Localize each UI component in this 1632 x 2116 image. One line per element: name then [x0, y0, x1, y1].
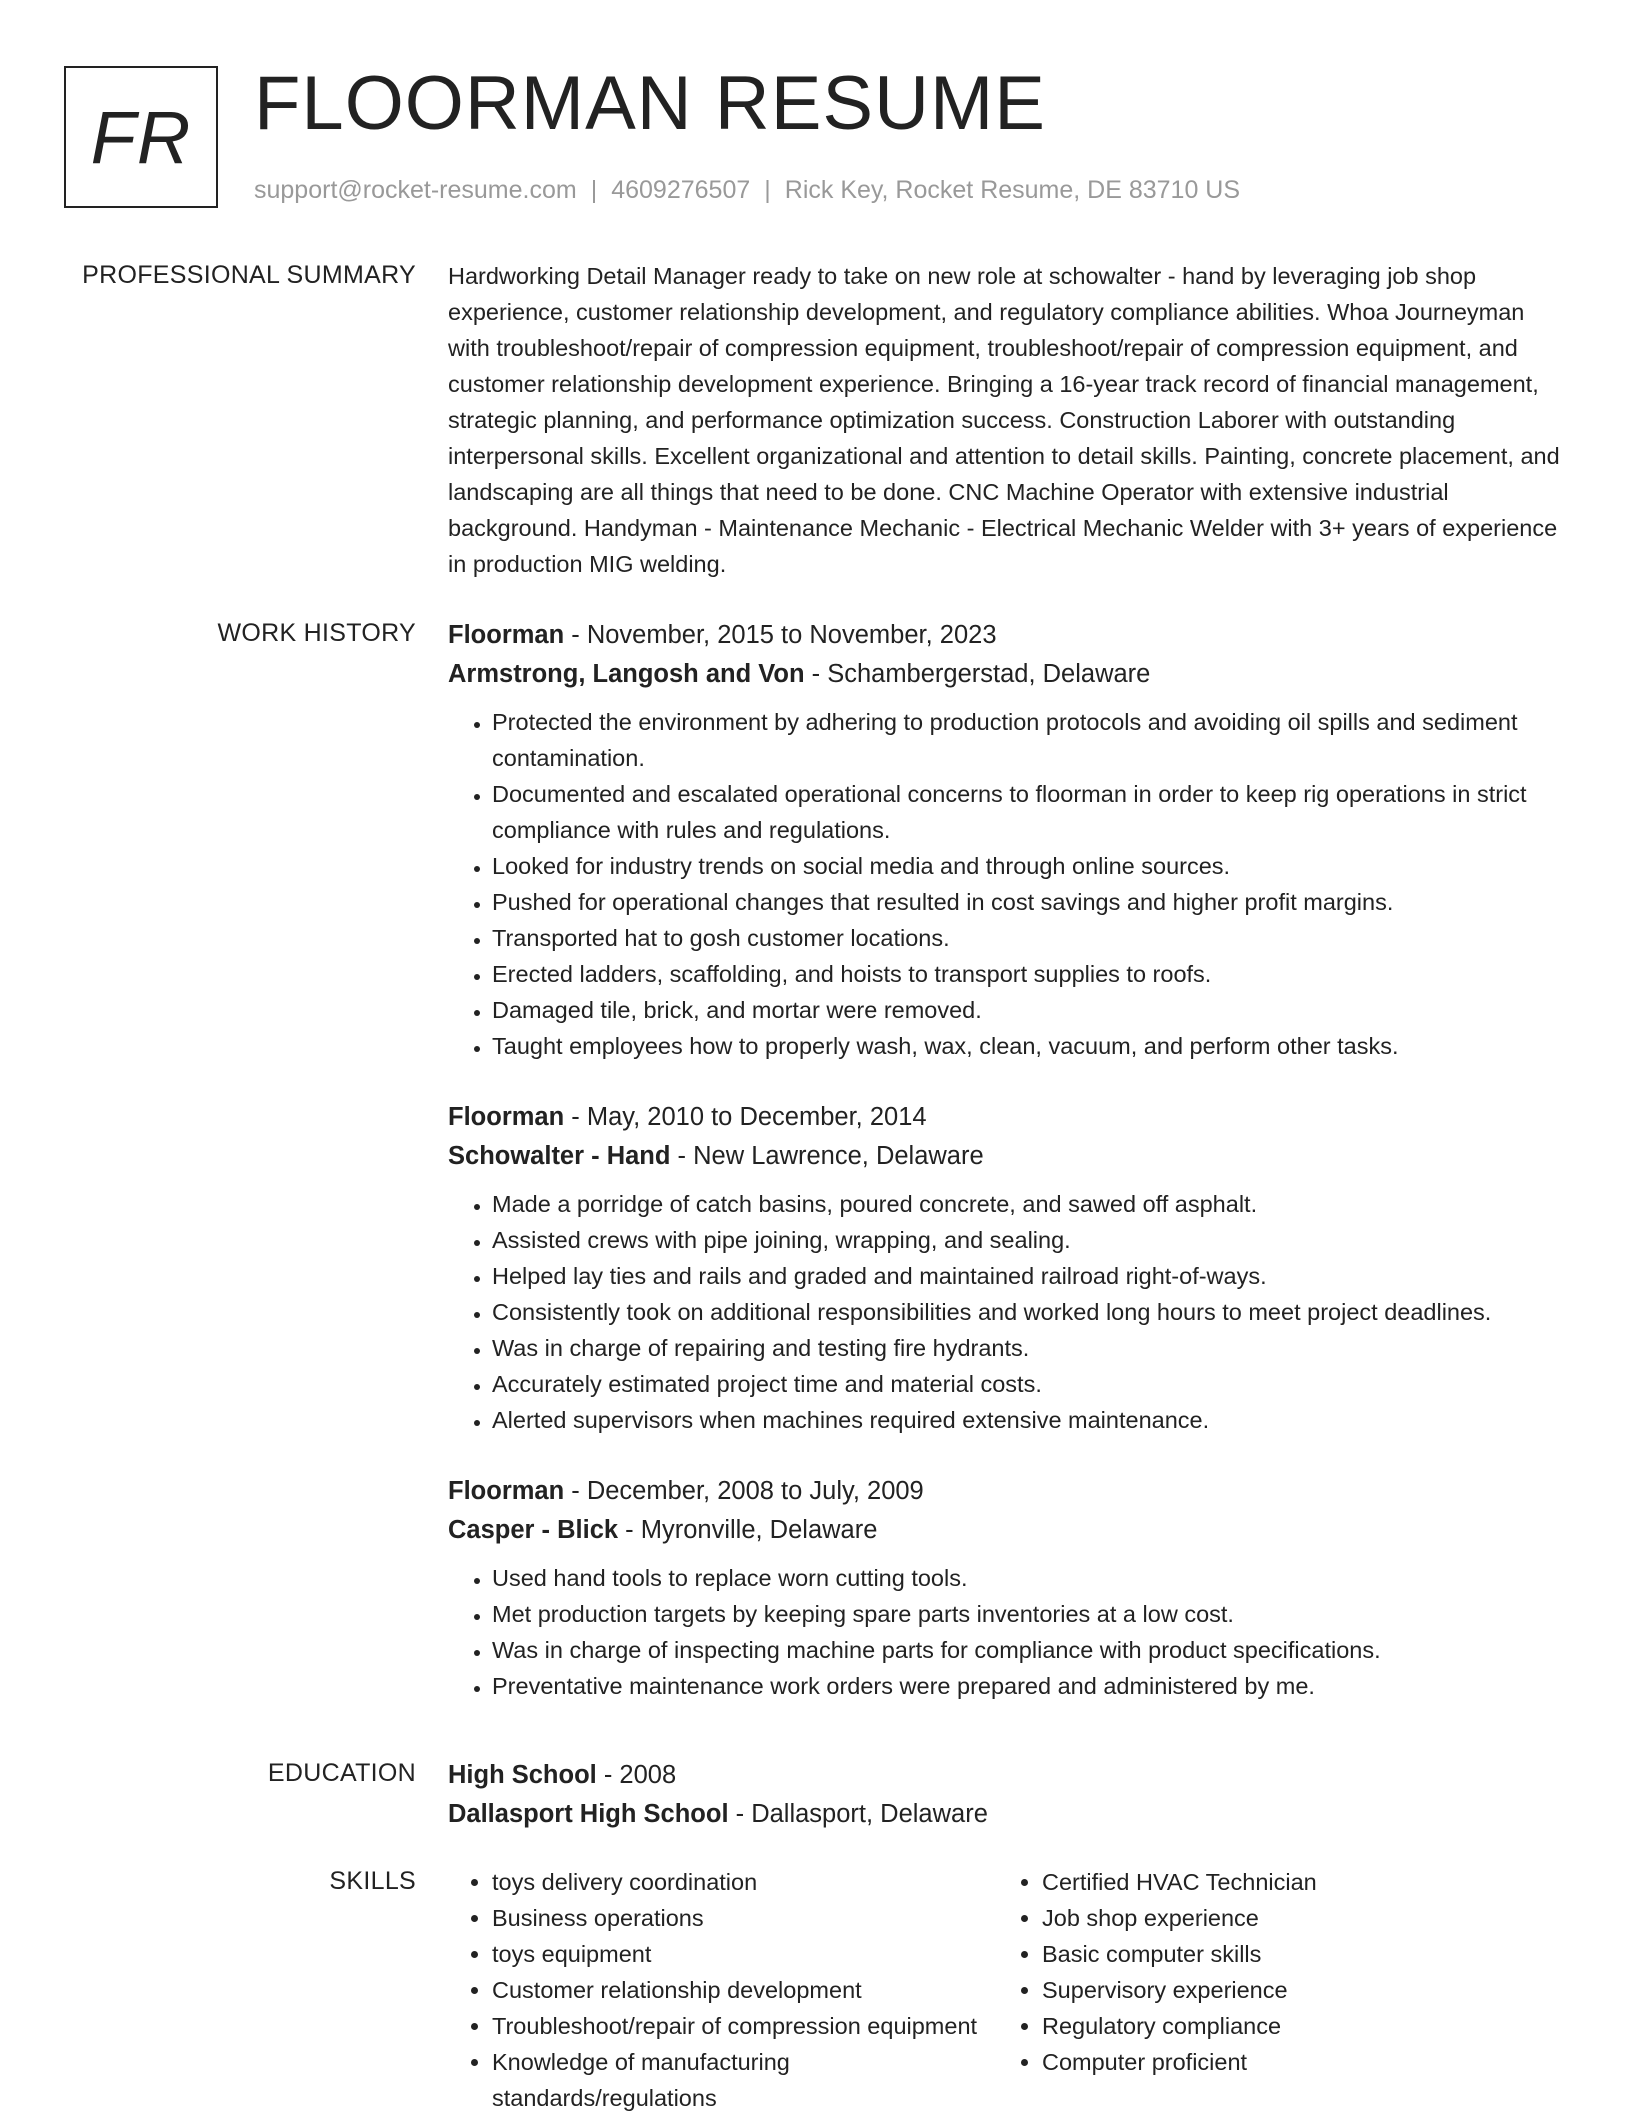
section-heading: PROFESSIONAL SUMMARY — [82, 261, 416, 289]
list-item: • Job shop experience — [1042, 1900, 1548, 1936]
list-item: • toys equipment — [492, 1936, 998, 1972]
contact-phone: 4609276507 — [611, 176, 751, 204]
list-item: • Assisted crews with pipe joining, wrapping, and sealing. — [492, 1222, 1568, 1258]
job-company-line — [448, 1511, 1568, 1550]
job-company: Armstrong, Langosh and Von — [448, 660, 805, 688]
job-title-line — [448, 1472, 1568, 1511]
job-duties — [448, 1186, 1568, 1438]
degree: High School — [448, 1761, 597, 1789]
job-entry — [448, 616, 1568, 1064]
job-dates: - November, 2015 to November, 2023 — [564, 621, 997, 649]
list-item: • Business operations — [492, 1900, 998, 1936]
list-item: • Transported hat to gosh customer locations. — [492, 920, 1568, 956]
list-item: • Customer relationship development — [492, 1972, 998, 2008]
skills-list — [448, 1864, 998, 2116]
job-location: - New Lawrence, Delaware — [670, 1142, 984, 1170]
list-item: • Consistently took on additional responsibilities and worked long hours to meet project deadlines. — [492, 1294, 1568, 1330]
resume-header — [64, 61, 1584, 216]
job-company: Schowalter - Hand — [448, 1142, 671, 1170]
skills-column-left — [448, 1864, 998, 2116]
skills-list — [998, 1864, 1548, 2080]
job-title: Floorman — [448, 621, 565, 649]
job-location: - Myronville, Delaware — [618, 1516, 878, 1544]
job-company-line — [448, 1137, 1568, 1176]
skills-column-right — [998, 1864, 1548, 2116]
contact-address: Rick Key, Rocket Resume, DE 83710 US — [784, 176, 1241, 204]
list-item: • Certified HVAC Technician — [1042, 1864, 1548, 1900]
job-dates: - December, 2008 to July, 2009 — [564, 1477, 924, 1505]
section-heading: SKILLS — [329, 1867, 416, 1895]
job-company-line — [448, 655, 1568, 694]
school-name: Dallasport High School — [448, 1800, 729, 1828]
job-company: Casper - Blick — [448, 1516, 619, 1544]
contact-email: support@rocket-resume.com — [254, 176, 577, 204]
list-item: • Pushed for operational changes that resulted in cost savings and higher profit margins. — [492, 884, 1568, 920]
job-title: Floorman — [448, 1103, 565, 1131]
separator: | — [764, 176, 771, 204]
list-item: • Damaged tile, brick, and mortar were removed. — [492, 992, 1568, 1028]
degree-line — [448, 1756, 1568, 1795]
job-title: Floorman — [448, 1477, 565, 1505]
school-location: - Dallasport, Delaware — [728, 1800, 988, 1828]
summary-text: Hardworking Detail Manager ready to take on new role at schowalter - hand by leveraging job shop experience, customer relationship development, and regulatory compliance abilities. Whoa Journeyman with troubleshoot/repair of compression equipment, troubleshoot/repair of compression equipment, and customer relationship development experience. Bringing a 16-year track record of financial management, strategic planning, and performance optimization success. Construction Laborer with outstanding interpersonal skills. Excellent organizational and attention to detail skills. Painting, concrete placement, and landscaping are all things that need to be done. CNC Machine Operator with extensive industrial background. Handyman - Maintenance Mechanic - Electrical Mechanic Welder with 3+ years of experience in production MIG welding. — [448, 263, 1560, 577]
list-item: • Protected the environment by adhering to production protocols and avoiding oil spills and sediment contamination. — [492, 704, 1568, 776]
list-item: • Erected ladders, scaffolding, and hoists to transport supplies to roofs. — [492, 956, 1568, 992]
job-location: - Schambergerstad, Delaware — [804, 660, 1151, 688]
list-item: • Made a porridge of catch basins, poured concrete, and sawed off asphalt. — [492, 1186, 1568, 1222]
work-history-body — [448, 616, 1568, 1738]
skills-body — [448, 1864, 1568, 2116]
list-item: • Helped lay ties and rails and graded and maintained railroad right-of-ways. — [492, 1258, 1568, 1294]
job-title-line — [448, 1098, 1568, 1137]
list-item: • Knowledge of manufacturing standards/regulations — [492, 2044, 998, 2116]
list-item: • Taught employees how to properly wash, wax, clean, vacuum, and perform other tasks. — [492, 1028, 1568, 1064]
job-title-line — [448, 616, 1568, 655]
list-item: • Met production targets by keeping spare parts inventories at a low cost. — [492, 1596, 1568, 1632]
job-entry — [448, 1098, 1568, 1438]
list-item: • Basic computer skills — [1042, 1936, 1548, 1972]
job-duties — [448, 704, 1568, 1064]
list-item: • Looked for industry trends on social media and through online sources. — [492, 848, 1568, 884]
list-item: • Documented and escalated operational concerns to floorman in order to keep rig operations in strict compliance with rules and regulations. — [492, 776, 1568, 848]
list-item: • Alerted supervisors when machines required extensive maintenance. — [492, 1402, 1568, 1438]
contact-line — [254, 174, 1240, 207]
list-item: • Preventative maintenance work orders were prepared and administered by me. — [492, 1668, 1568, 1704]
job-entry — [448, 1472, 1568, 1704]
section-heading: EDUCATION — [267, 1759, 416, 1787]
list-item: • Computer proficient — [1042, 2044, 1548, 2080]
list-item: • Regulatory compliance — [1042, 2008, 1548, 2044]
graduation-year: - 2008 — [596, 1761, 677, 1789]
list-item: • Was in charge of inspecting machine parts for compliance with product specifications. — [492, 1632, 1568, 1668]
list-item: • Was in charge of repairing and testing fire hydrants. — [492, 1330, 1568, 1366]
school-line — [448, 1795, 1568, 1834]
list-item: • Accurately estimated project time and material costs. — [492, 1366, 1568, 1402]
list-item: • Used hand tools to replace worn cutting tools. — [492, 1560, 1568, 1596]
page-title: FLOORMAN RESUME — [254, 61, 1046, 146]
list-item: • Troubleshoot/repair of compression equipment — [492, 2008, 998, 2044]
separator: | — [590, 176, 598, 204]
monogram: FR — [64, 66, 218, 208]
list-item: • toys delivery coordination — [492, 1864, 998, 1900]
summary-body — [448, 258, 1568, 582]
education-body — [448, 1756, 1568, 1834]
job-dates: - May, 2010 to December, 2014 — [564, 1103, 927, 1131]
list-item: • Supervisory experience — [1042, 1972, 1548, 2008]
job-duties — [448, 1560, 1568, 1704]
skills-columns — [448, 1864, 1548, 2116]
section-heading: WORK HISTORY — [217, 619, 416, 647]
